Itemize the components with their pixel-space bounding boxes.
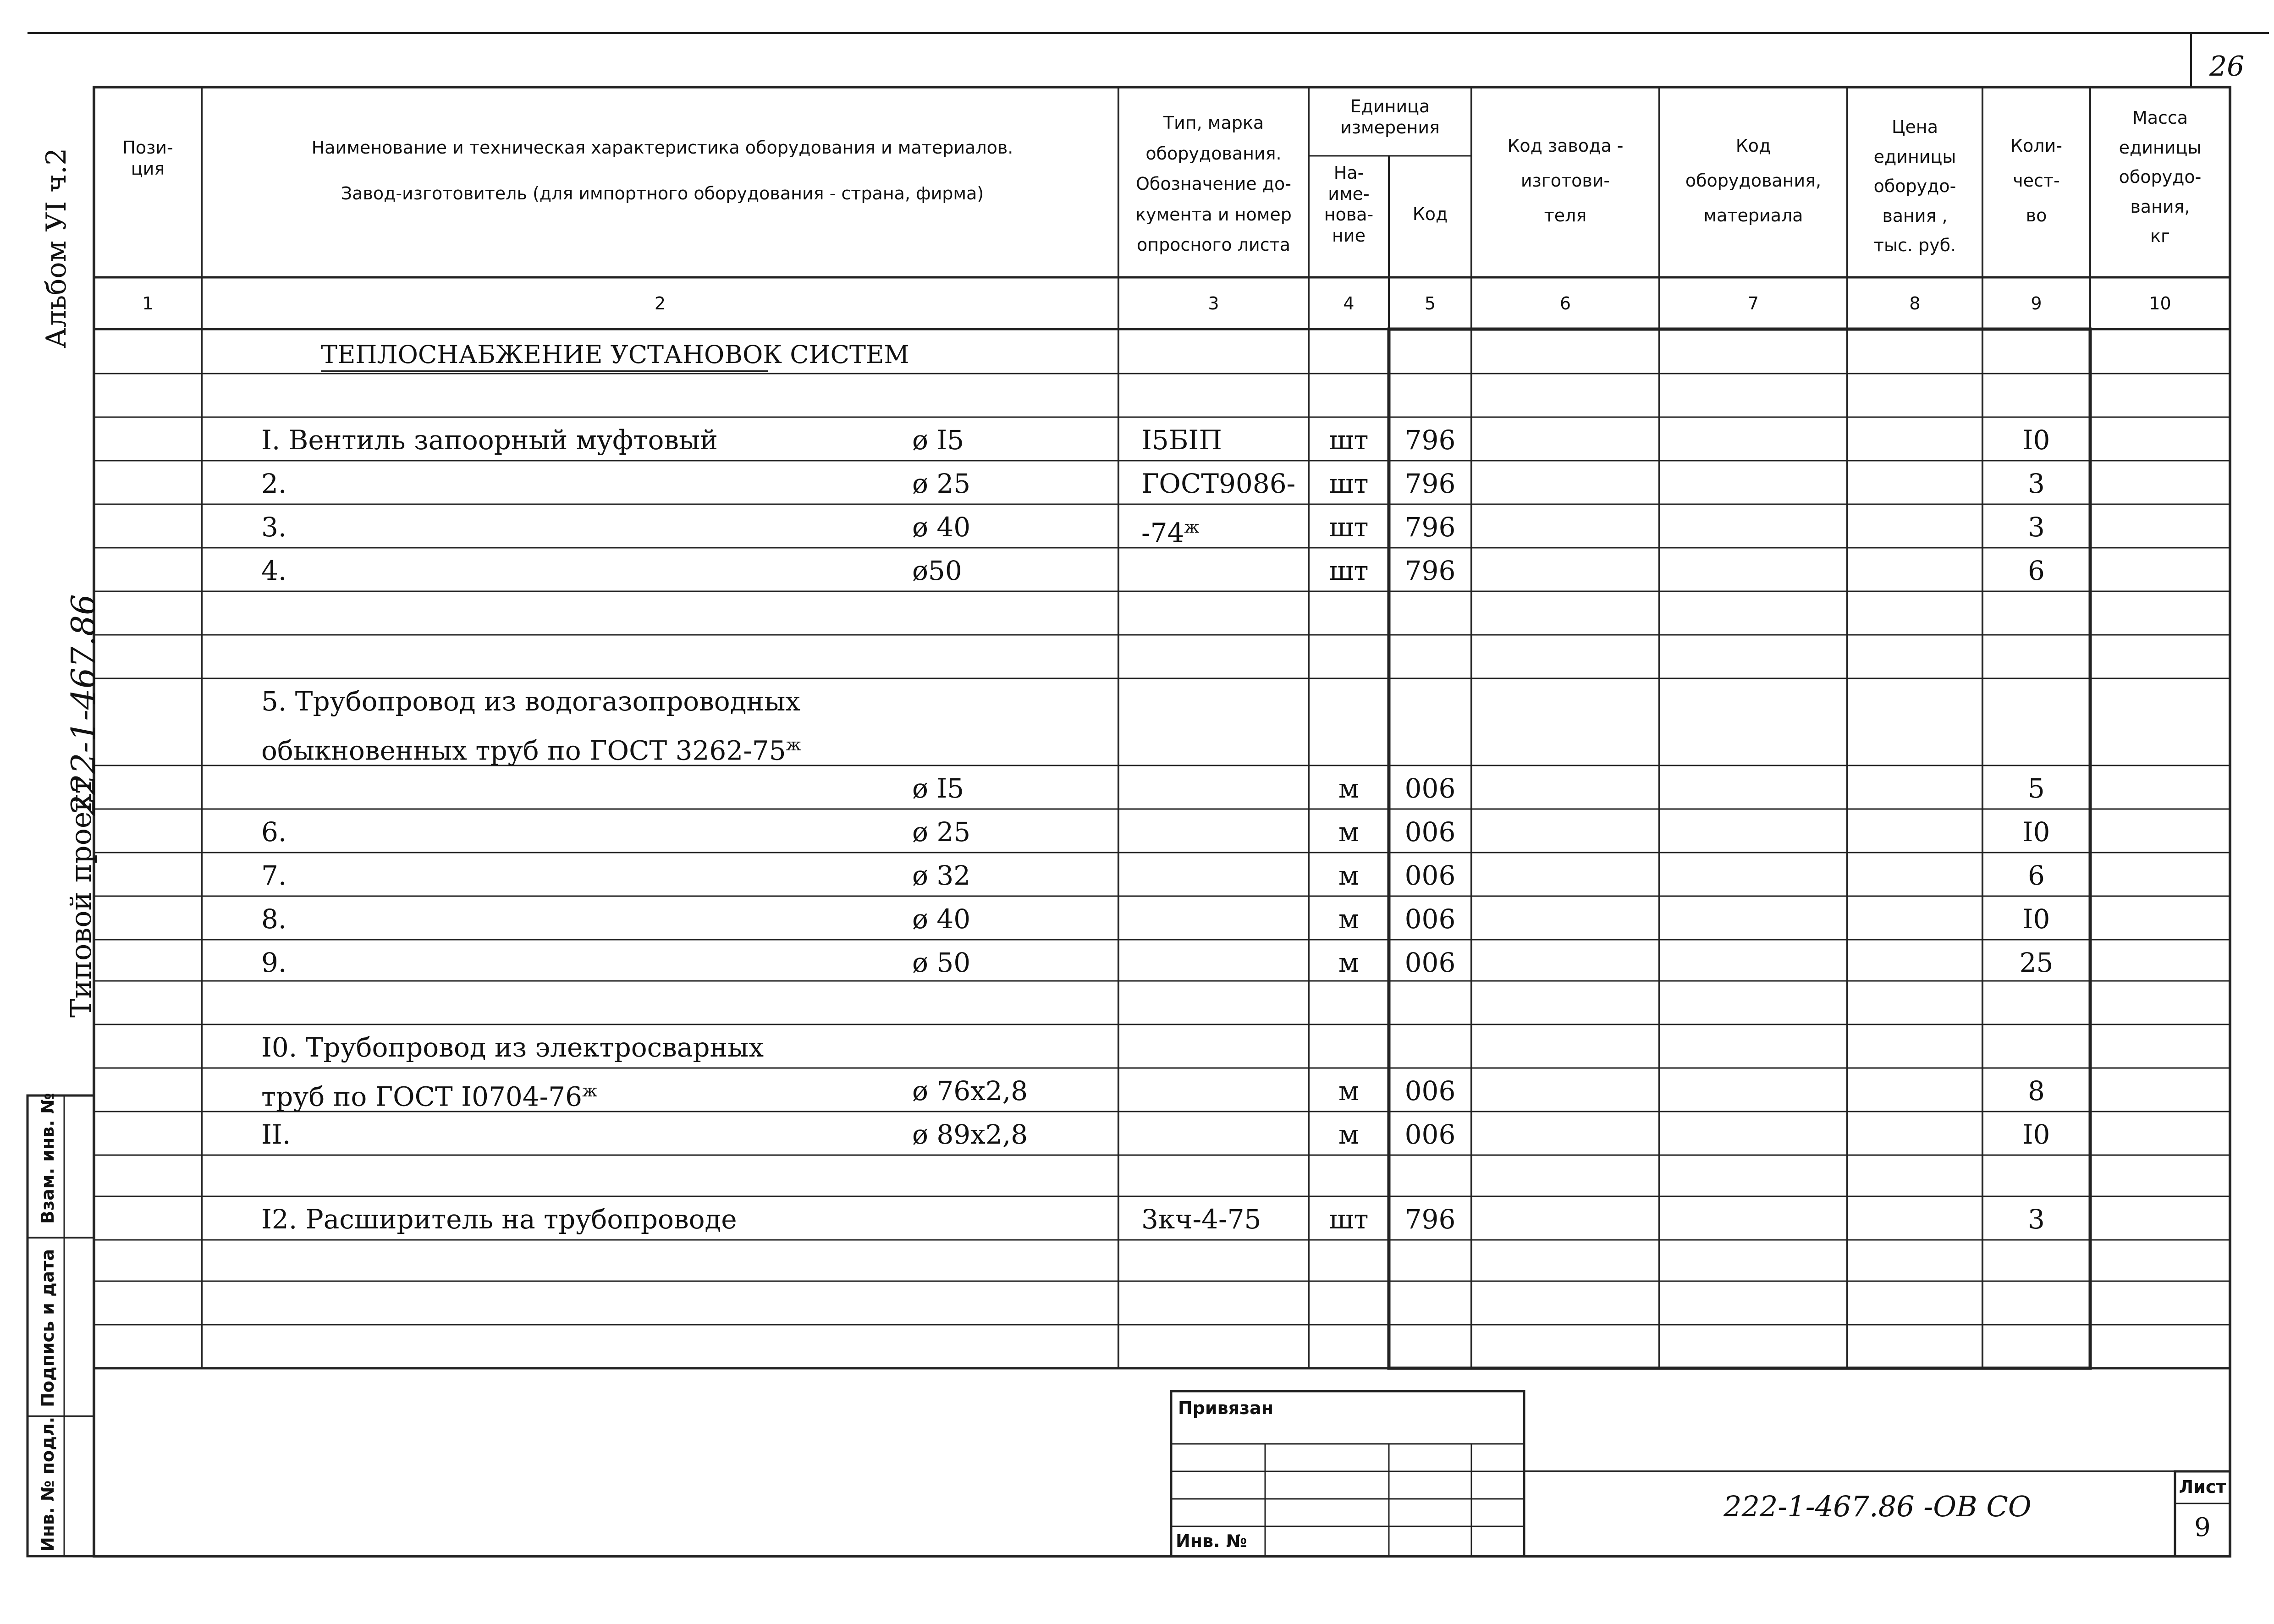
header-equipment-code: Код оборудования, материала [1685,136,1822,226]
col-number-5: 5 [1424,293,1436,314]
row-code [1389,1328,1471,1372]
row-code: 006 [1404,1075,1456,1107]
row-qty [1982,1244,2090,1287]
row-qty: 5 [2028,773,2045,804]
header-quantity: Коли- чест- во [2010,136,2062,226]
row-name: I2. Расширитель на трубопроводе [261,1204,737,1235]
row-code: 006 [1404,903,1456,935]
album-label: Альбом УI ч.2 [40,148,72,348]
row-qty [1982,985,2090,1028]
row-unit: шт [1329,424,1369,456]
header-position: Пози- ция [122,138,173,179]
row-unit [1309,1328,1389,1372]
col-number-7: 7 [1747,293,1759,314]
row-unit [1309,1244,1389,1287]
row-name: I0. Трубопровод из электросварных [261,1032,764,1063]
project-number: 222-1-467.86 [64,594,103,816]
page-number-top: 26 [2209,50,2245,83]
col-number-2: 2 [654,293,666,314]
row-name: II. [261,1119,291,1150]
row-unit: шт [1329,512,1369,543]
row-type: 3кч-4-75 [1141,1204,1261,1235]
privyazan-label: Привязан [1178,1398,1274,1418]
row-unit [1309,595,1389,639]
row-code: 796 [1404,1204,1456,1235]
row-code: 006 [1404,947,1456,978]
row-qty: 6 [2028,860,2045,891]
row-size: ø50 [912,555,962,586]
row-unit [1309,682,1389,726]
row-code [1389,726,1471,769]
row-size: ø 40 [912,512,971,543]
row-qty [1982,726,2090,769]
row-name: 4. [261,555,287,586]
row-qty: 3 [2028,468,2045,499]
row-qty [1982,1285,2090,1328]
row-size: ø 50 [912,947,971,978]
row-name: обыкновенных труб по ГОСТ $3262-75^ж$ [261,735,801,766]
row-unit [1309,1159,1389,1202]
document-code: 222-1-467.86 -ОВ СО [1723,1490,2032,1523]
row-unit: м [1338,947,1360,978]
row-unit: м [1338,860,1360,891]
row-code: 796 [1404,424,1456,456]
row-type: I5БIП [1141,424,1222,456]
row-size: ø 25 [912,468,971,499]
col-number-8: 8 [1909,293,1921,314]
col-number-6: 6 [1559,293,1571,314]
header-unit-name: На- име- нова- ние [1324,163,1374,246]
row-code: 796 [1404,555,1456,586]
superscript-mark: ж [582,1082,598,1101]
row-unit [1309,639,1389,682]
row-name: 8. [261,903,287,935]
row-qty: I0 [2022,903,2050,935]
row-code: 006 [1404,1119,1456,1150]
row-name: 7. [261,860,287,891]
superscript-mark: ж [1184,518,1200,537]
row-unit: м [1338,816,1360,848]
stamp-inv-original: Инв. № подл. [38,1416,58,1552]
header-price: Цена единицы оборудо- вания , тыс. руб. [1873,117,1956,256]
row-name: 3. [261,512,287,543]
header-name-line2: Завод-изготовитель (для импортного оборудования - страна, фирма) [341,183,984,204]
row-qty [1982,595,2090,639]
row-qty [1982,1159,2090,1202]
row-code: 796 [1404,512,1456,543]
header-factory-code: Код завода - изготови- теля [1507,136,1624,226]
row-code [1389,1285,1471,1328]
row-name: 5. Трубопровод из водогазопроводных [261,686,800,717]
row-code: 006 [1404,816,1456,848]
col-number-9: 9 [2031,293,2042,314]
header-unit-code: Код [1412,204,1448,224]
row-qty [1982,639,2090,682]
row-unit [1309,1285,1389,1328]
row-code: 796 [1404,468,1456,499]
row-size: ø 32 [912,860,971,891]
project-label: Типовой проект [64,778,98,1018]
row-code [1389,1244,1471,1287]
row-unit [1309,985,1389,1028]
col-number-1: 1 [142,293,154,314]
row-size: ø I5 [912,424,964,456]
row-unit [1309,726,1389,769]
row-name: 6. [261,816,287,848]
row-unit [1309,1028,1389,1072]
row-qty: 25 [2019,947,2054,978]
row-name: 2. [261,468,287,499]
row-qty: I0 [2022,1119,2050,1150]
row-qty: 6 [2028,555,2045,586]
row-qty: 3 [2028,1204,2045,1235]
row-name: 9. [261,947,287,978]
stamp-replace-inv: Взам. инв. № [38,1093,58,1224]
row-size: ø 89x2,8 [912,1119,1028,1150]
col-number-4: 4 [1343,293,1354,314]
row-code [1389,595,1471,639]
header-mass: Масса единицы оборудо- вания, кг [2119,108,2202,247]
superscript-mark: ж [786,736,801,754]
stamp-signature-date: Подпись и дата [38,1249,58,1407]
row-unit: м [1338,1075,1360,1107]
row-name: I. Вентиль запоорный муфтовый [261,424,718,456]
row-unit: шт [1329,1204,1369,1235]
sheet-number: 9 [2194,1513,2211,1542]
header-unit-group: Единица измерения [1340,96,1440,138]
row-qty: I0 [2022,816,2050,848]
col-number-10: 10 [2149,293,2171,314]
row-size: ø I5 [912,773,964,804]
section-title: ТЕПЛОСНАБЖЕНИЕ УСТАНОВОК СИСТЕМ [321,340,909,369]
row-qty: I0 [2022,424,2050,456]
sheet-label: Лист [2179,1477,2226,1497]
row-code [1389,639,1471,682]
row-code [1389,682,1471,726]
row-code: 006 [1404,773,1456,804]
row-unit: м [1338,773,1360,804]
row-qty [1982,1328,2090,1372]
row-unit: м [1338,1119,1360,1150]
row-size: ø 40 [912,903,971,935]
row-size: ø 76x2,8 [912,1075,1028,1107]
row-code: 006 [1404,860,1456,891]
col-number-3: 3 [1208,293,1219,314]
row-qty: 3 [2028,512,2045,543]
row-qty [1982,682,2090,726]
row-qty: 8 [2028,1075,2045,1107]
inv-no-label: Инв. № [1176,1531,1247,1551]
row-size: ø 25 [912,816,971,848]
row-code [1389,1028,1471,1072]
row-unit: шт [1329,555,1369,586]
row-unit: шт [1329,468,1369,499]
row-name: труб по ГОСТ $I0704-76^ж$ [261,1081,598,1112]
header-name-line1: Наименование и техническая характеристика оборудования и материалов. [311,138,1013,158]
row-code [1389,985,1471,1028]
row-type: $-74^ж$ [1141,517,1200,549]
header-type: Тип, марка оборудования. Обозначение до- кумента и номер опросного листа [1135,113,1292,255]
row-code [1389,1159,1471,1202]
row-qty [1982,1028,2090,1072]
row-unit: м [1338,903,1360,935]
row-type: ГОСТ9086- [1141,468,1296,499]
